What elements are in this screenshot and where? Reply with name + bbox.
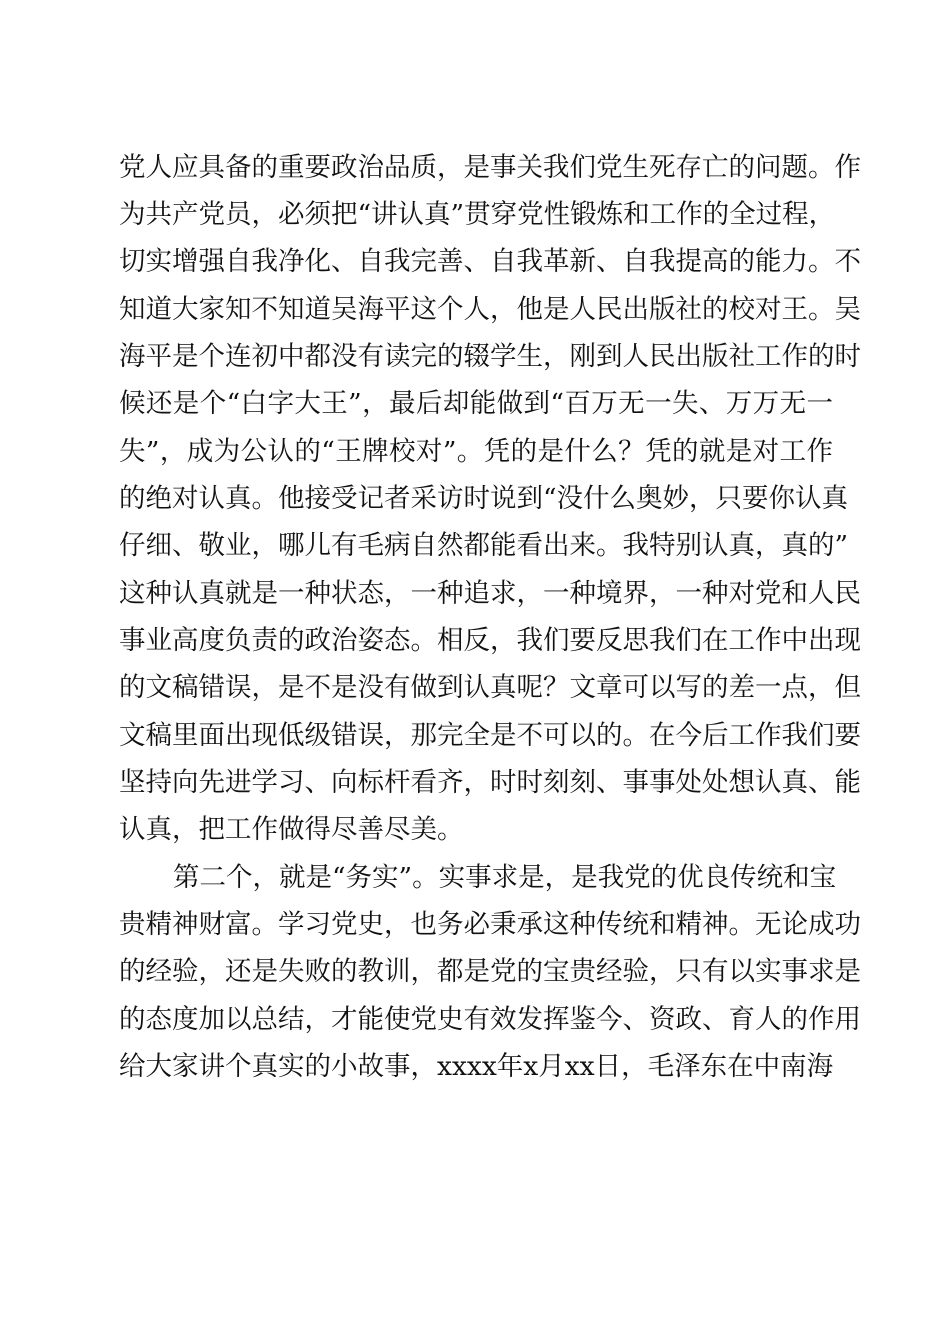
text-line: 知道大家知不知道吴海平这个人，他是人民出版社的校对王。吴 [119, 294, 861, 325]
text-line: 为共产党员，必须把“讲认真”贯穿党性锻炼和工作的全过程， [119, 199, 836, 230]
text-line: 切实增强自我净化、自我完善、自我革新、自我提高的能力。不 [119, 246, 861, 277]
text-line: 党人应具备的重要政治品质，是事关我们党生死存亡的问题。作 [119, 152, 861, 183]
text-line: 认真，把工作做得尽善尽美。 [119, 814, 464, 845]
text-line: 的经验，还是失败的教训，都是党的宝贵经验，只有以实事求是 [119, 956, 861, 987]
text-line: 这种认真就是一种状态，一种追求，一种境界，一种对党和人民 [119, 578, 861, 609]
text-line: 候还是个“白字大王”，最后却能做到“百万无一失、万万无一 [119, 388, 833, 419]
text-line: 失”，成为公认的“王牌校对”。凭的是什么？凭的就是对工作 [119, 436, 833, 467]
text-line: 仔细、敬业，哪儿有毛病自然都能看出来。我特别认真，真的” [119, 530, 849, 561]
text-line: 文稿里面出现低级错误，那完全是不可以的。在今后工作我们要 [119, 720, 861, 751]
text-line: 的态度加以总结，才能使党史有效发挥鉴今、资政、育人的作用 [119, 1004, 861, 1035]
text-line: 贵精神财富。学习党史，也务必秉承这种传统和精神。无论成功 [119, 909, 861, 940]
text-line: 坚持向先进学习、向标杆看齐，时时刻刻、事事处处想认真、能 [119, 767, 861, 798]
text-line: 事业高度负责的政治姿态。相反，我们要反思我们在工作中出现 [119, 625, 861, 656]
text-line: 海平是个连初中都没有读完的辍学生，刚到人民出版社工作的时 [119, 341, 861, 372]
paragraph-first-line: 第二个，就是“务实”。实事求是，是我党的优良传统和宝 [173, 862, 837, 893]
text-line: 的文稿错误，是不是没有做到认真呢？文章可以写的差一点，但 [119, 672, 861, 703]
text-line: 的绝对认真。他接受记者采访时说到“没什么奥妙，只要你认真 [119, 483, 849, 514]
text-line: 给大家讲个真实的小故事，xxxx年x月xx日，毛泽东在中南海 [119, 1051, 834, 1082]
